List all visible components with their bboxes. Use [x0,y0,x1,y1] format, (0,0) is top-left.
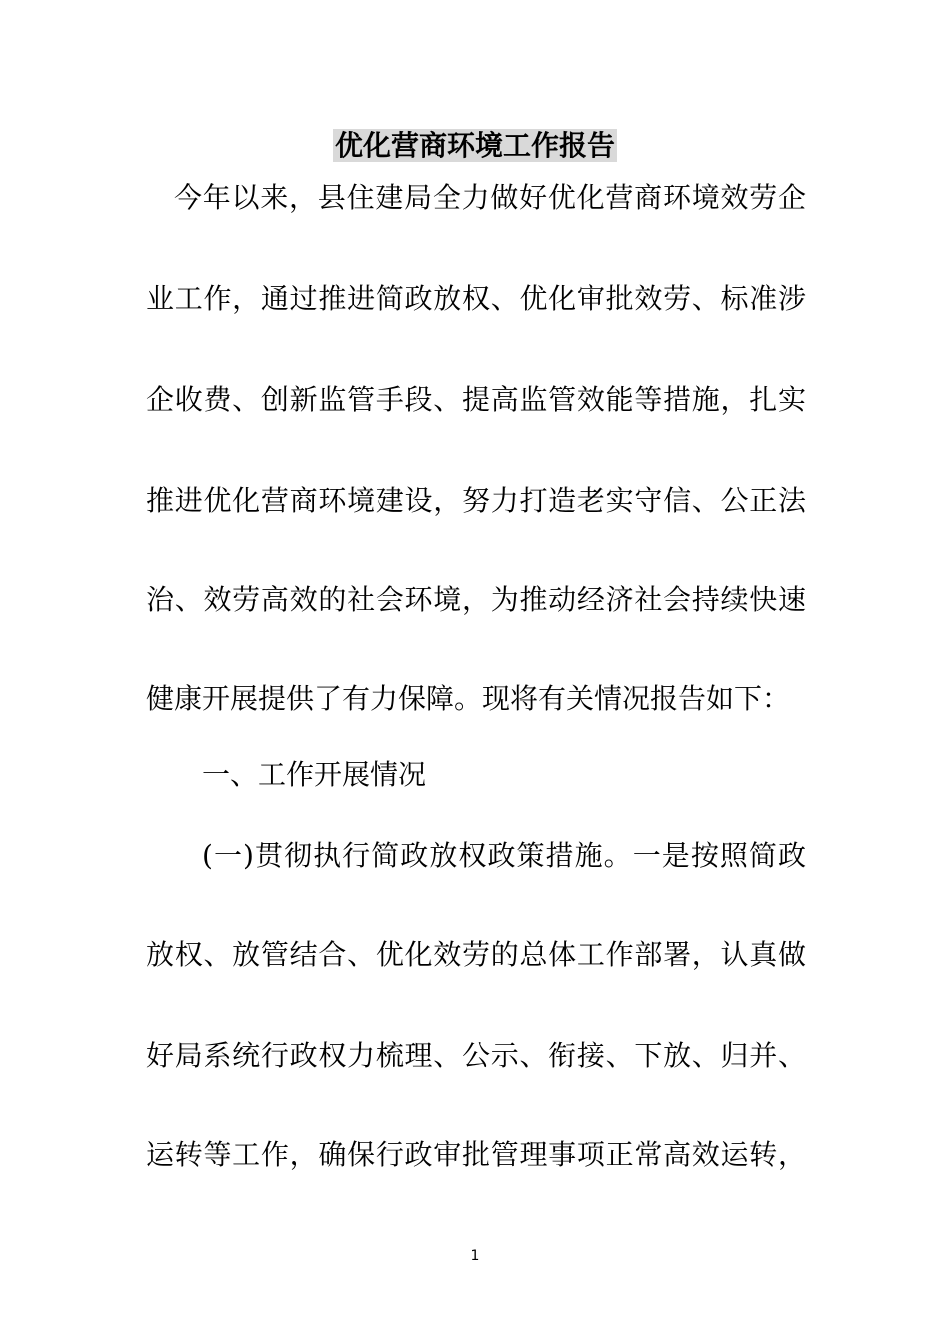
section-heading: 一、工作开展情况 [202,758,427,791]
paragraph-1-line-5: 治、效劳高效的社会环境，为推动经济社会持续快速 [146,583,806,616]
document-title [0,126,950,166]
paragraph-1-line-2: 业工作，通过推进简政放权、优化审批效劳、标准涉 [146,282,806,315]
paragraph-2-line-4: 运转等工作，确保行政审批管理事项正常高效运转， [146,1138,806,1171]
paragraph-2-line-1: (一)贯彻执行简政放权政策措施。一是按照简政 [202,839,806,872]
document-title-text: 优化营商环境工作报告 [334,129,615,162]
paragraph-2-line-3: 好局系统行政权力梳理、公示、衔接、下放、归并、 [146,1039,806,1072]
page-number: 1 [470,1248,480,1264]
paragraph-1-line-4: 推进优化营商环境建设，努力打造老实守信、公正法 [146,484,806,517]
paragraph-1-line-3: 企收费、创新监管手段、提高监管效能等措施，扎实 [146,383,806,416]
paragraph-1-line-1: 今年以来，县住建局全力做好优化营商环境效劳企 [174,181,806,214]
paragraph-2-line-2: 放权、放管结合、优化效劳的总体工作部署，认真做 [146,938,806,971]
paragraph-1-line-6: 健康开展提供了有力保障。现将有关情况报告如下： [146,682,791,715]
